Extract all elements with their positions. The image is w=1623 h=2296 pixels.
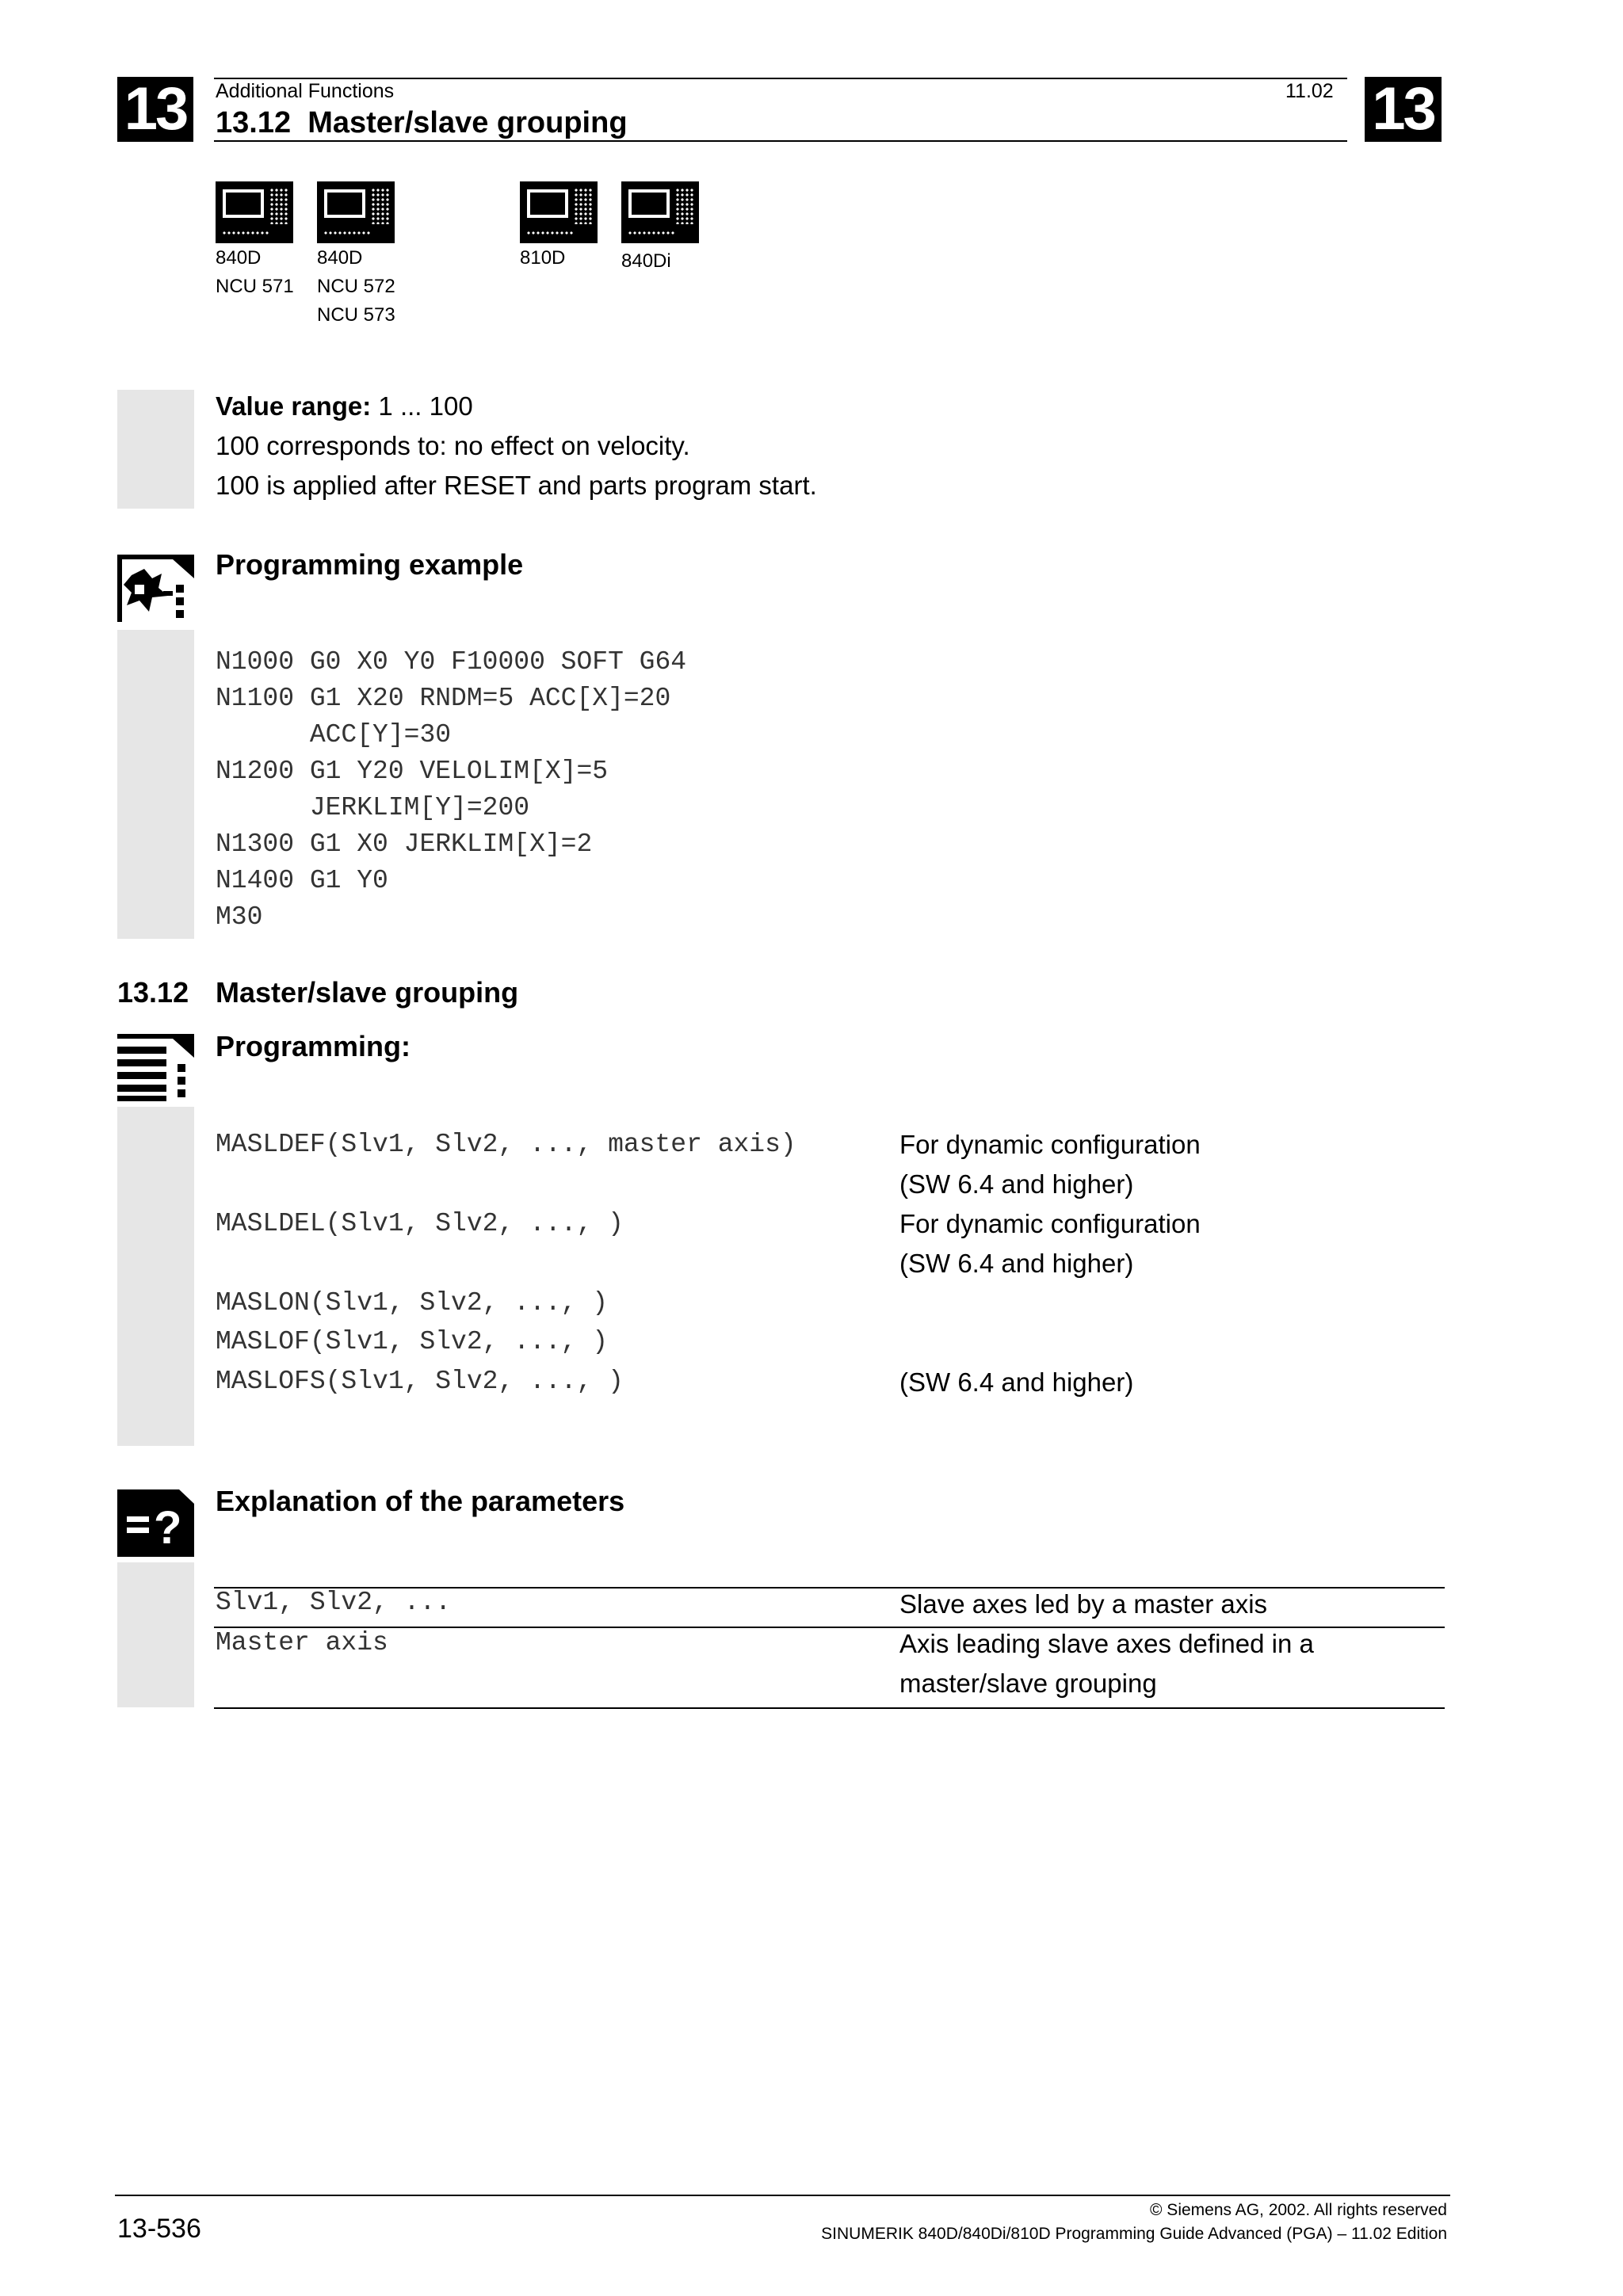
chapter-tab-left	[117, 77, 193, 142]
explanation-icon	[117, 1489, 194, 1557]
code-line: N1100 G1 X20 RNDM=5 ACC[X]=20	[216, 684, 671, 713]
section-heading: Master/slave grouping	[216, 976, 519, 1009]
margin-bar-example-code	[117, 630, 194, 939]
margin-bar-value-range	[117, 390, 194, 509]
programming-heading: Programming:	[216, 1030, 411, 1062]
margin-bar-programming	[117, 1107, 194, 1446]
param-name-master: Master axis	[216, 1628, 388, 1657]
code-line: ACC[Y]=30	[216, 720, 452, 749]
header-rule-bottom	[214, 140, 1347, 142]
programming-example-icon	[117, 555, 194, 622]
code-line: JERKLIM[Y]=200	[216, 793, 530, 822]
chapter-tab-right	[1365, 77, 1442, 142]
controller-840d-ncu572-icon	[317, 181, 395, 243]
header-rule-top	[214, 78, 1347, 79]
controller-label-840d-ncu571: 840D NCU 571	[216, 247, 294, 297]
syntax-masldef: MASLDEF(Slv1, Slv2, ..., master axis)	[216, 1130, 796, 1159]
code-line: N1400 G1 Y0	[216, 866, 388, 895]
svg-text:?: ?	[154, 1502, 182, 1554]
parameters-heading: Explanation of the parameters	[216, 1485, 625, 1517]
margin-bar-parameters	[117, 1562, 194, 1707]
controller-840di-icon	[621, 181, 699, 243]
syntax-maslofs-desc: (SW 6.4 and higher)	[899, 1367, 1134, 1397]
code-line: N1000 G0 X0 Y0 F10000 SOFT G64	[216, 647, 687, 677]
controller-label-840di: 840Di	[621, 250, 671, 272]
param-table-rule-bottom	[214, 1707, 1445, 1709]
controller-810d-icon	[520, 181, 598, 243]
footer-rule	[115, 2195, 1450, 2196]
footer-publication: SINUMERIK 840D/840Di/810D Programming Guide Advanced (PGA) – 11.02 Edition	[821, 2225, 1447, 2243]
code-line: N1200 G1 Y20 VELOLIM[X]=5	[216, 757, 609, 786]
programming-syntax-icon	[117, 1034, 194, 1101]
syntax-masldel: MASLDEL(Slv1, Slv2, ..., )	[216, 1209, 624, 1238]
programming-example-heading: Programming example	[216, 548, 524, 581]
syntax-maslof: MASLOF(Slv1, Slv2, ..., )	[216, 1327, 609, 1356]
value-range-line	[216, 387, 817, 426]
chapter-number: 13	[1372, 75, 1434, 143]
footer-copyright: © Siemens AG, 2002. All rights reserved	[1150, 2201, 1447, 2219]
page-number: 13-536	[117, 2214, 201, 2244]
param-desc-slaves: Slave axes led by a master axis	[899, 1589, 1268, 1619]
controller-label-810d: 810D	[520, 247, 566, 269]
value-range-note-1: 100 corresponds to: no effect on velocity.	[216, 431, 690, 460]
value-range-note-2: 100 is applied after RESET and parts program start.	[216, 471, 817, 500]
controller-label-840d-ncu572: 840D NCU 572 NCU 573	[317, 247, 395, 326]
section-number: 13.12	[117, 976, 189, 1009]
value-range-label: Value range:	[216, 391, 372, 421]
value-range-block	[216, 387, 817, 505]
syntax-masldef-desc: For dynamic configuration (SW 6.4 and higher)	[899, 1130, 1201, 1199]
chapter-number: 13	[124, 75, 187, 143]
param-desc-master: Axis leading slave axes defined in a master/slave grouping	[899, 1629, 1314, 1698]
syntax-masldel-desc: For dynamic configuration (SW 6.4 and higher)	[899, 1209, 1201, 1278]
syntax-maslon: MASLON(Slv1, Slv2, ..., )	[216, 1288, 609, 1318]
section-group-label: Additional Functions	[216, 80, 395, 102]
code-line: N1300 G1 X0 JERKLIM[X]=2	[216, 830, 593, 859]
syntax-maslofs: MASLOFS(Slv1, Slv2, ..., )	[216, 1367, 624, 1396]
page-title: 13.12 Master/slave grouping	[216, 106, 628, 139]
param-name-slaves: Slv1, Slv2, ...	[216, 1588, 452, 1617]
controller-840d-ncu571-icon	[216, 181, 293, 243]
version-label: 11.02	[1285, 80, 1334, 102]
code-line: M30	[216, 902, 263, 932]
value-range-value: 1 ... 100	[371, 391, 473, 421]
